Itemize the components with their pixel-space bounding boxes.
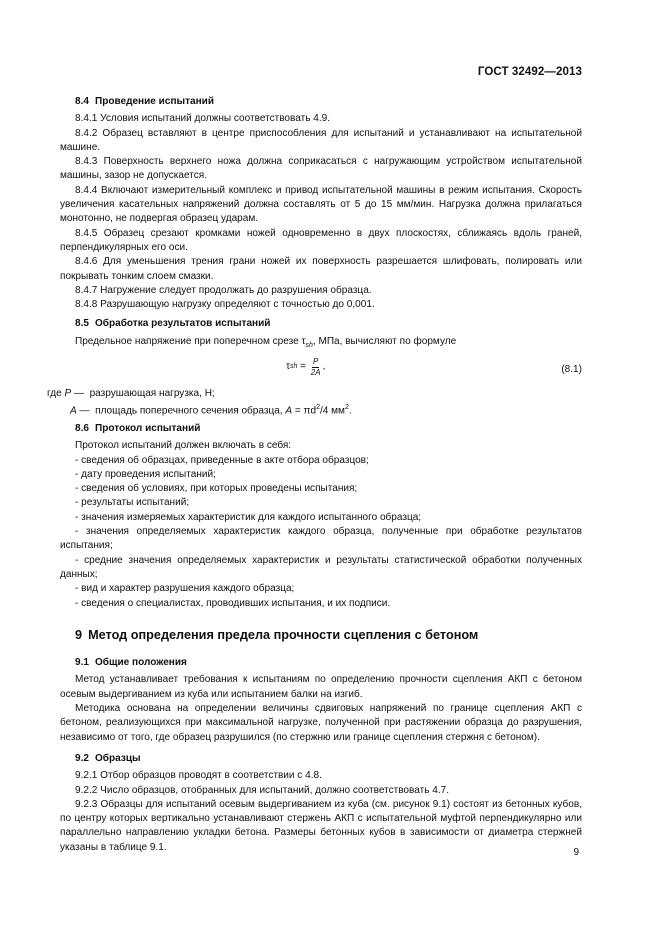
- paragraph-9-2-3: 9.2.3 Образцы для испытаний осевым выдергиванием из куба (см. рисунок 9.1) состоят из бетонных кубов, по центру которых вертикально устанавливают стержень АКП с испытательной муфтой перпендикулярно или параллельно направлению укладки бетона. Размеры бетонных кубов в зависимости от диаметра стержней указаны в таблице 9.1.: [60, 798, 582, 853]
- protocol-intro: Протокол испытаний должен включать в себя:: [75, 440, 292, 452]
- formula-8-1: [60, 355, 582, 385]
- section-heading-9-1: 9.1 Общие положения: [75, 657, 187, 669]
- list-item: - сведения о специалистах, проводивших испытания, и их подписи.: [75, 597, 391, 609]
- paragraph-9-2-1: 9.2.1 Отбор образцов проводят в соответствии с 4.8.: [75, 770, 322, 782]
- list-item: - сведения об условиях, при которых проведены испытания;: [75, 483, 358, 495]
- section-heading-9: 9 Метод определения предела прочности сцепления с бетоном: [75, 627, 479, 642]
- formula-number: (8.1): [561, 364, 582, 376]
- paragraph-8-4-6: 8.4.6 Для уменьшения трения грани ножей их поверхность разрешается шлифовать, полировать или покрывать тонким слоем смазки.: [60, 256, 582, 282]
- paragraph-8-4-8: 8.4.8 Разрушающую нагрузку определяют с точностью до 0,001.: [75, 299, 375, 311]
- list-item: - результаты испытаний;: [75, 497, 190, 509]
- paragraph-8-4-3: 8.4.3 Поверхность верхнего ножа должна соприкасаться с нагружающим устройством испытательной машины, зазор не допускается.: [60, 156, 582, 182]
- list-item: - дату проведения испытаний;: [75, 468, 216, 480]
- formula-expression: τ sh = $\frac{P}{2A}$ ,: [286, 357, 326, 378]
- section-heading-8-4: 8.4 Проведение испытаний: [75, 96, 215, 107]
- paragraph-8-4-7: 8.4.7 Нагружение следует продолжать до разрушения образца.: [75, 284, 372, 296]
- paragraph-8-4-5: 8.4.5 Образец срезают кромками ножей одновременно в двух плоскостях, сближаясь вдоль граней, перпендикулярных его оси.: [60, 227, 582, 253]
- where-a-definition: A — площадь поперечного сечения образца, $A = \pi d^2/4$ $мм^2$.: [70, 404, 352, 417]
- paragraph-8-4-1: 8.4.1 Условия испытаний должны соответствовать 4.9.: [75, 113, 330, 125]
- paragraph-9-1-a: Метод устанавливает требования к испытаниям по определению прочности сцепления АКП с бетоном осевым выдергиванием из куба или испытанием балки на изгиб.: [60, 674, 582, 700]
- protocol-list: [60, 439, 582, 611]
- page-body: [47, 95, 582, 855]
- list-item: - средние значения определяемых характеристик и результаты статистической обработки полученных данных;: [60, 554, 582, 580]
- where-p-definition: где P — разрушающая нагрузка, Н;: [47, 388, 215, 400]
- list-item: - сведения об образцах, приведенные в акте отбора образцов;: [75, 454, 369, 466]
- section-heading-8-5: 8.5 Обработка результатов испытаний: [75, 318, 271, 330]
- list-item: - вид и характер разрушения каждого образца;: [75, 583, 295, 595]
- paragraph-9-1-b: Методика основана на определении величины сдвиговых напряжений по границе сцепления АКП с бетоном, реализующихся при максимальной нагрузке, полученной при растяжении образца до разрушения, независимо от того, где образец разрушился (по стержню или границе сцепления стержня с бетоном).: [60, 703, 582, 743]
- list-item: - значения определяемых характеристик каждого образца, полученные при обработке результатов испытания;: [60, 526, 582, 552]
- formula-intro: Предельное напряжение при поперечном срезе $\tau_{sh}$, МПа, вычисляют по формуле: [75, 335, 457, 349]
- paragraph-8-4-4: 8.4.4 Включают измерительный комплекс и привод испытательной машины в режим испытания. Скорость увеличения касательных напряжений должна составлять от 5 до 15 мм/мин. Нагрузка должна прилагаться монотонно, не подвергая образец ударам.: [60, 184, 582, 225]
- paragraph-9-2-2: 9.2.2 Число образцов, отобранных для испытаний, должно соответствовать 4.7.: [75, 784, 449, 796]
- document-standard-number: ГОСТ 32492—2013: [477, 66, 582, 78]
- paragraph-8-4-2: 8.4.2 Образец вставляют в центре приспособления для испытаний и устанавливают на испытательной машине.: [60, 127, 582, 153]
- list-item: - значения измеряемых характеристик для каждого испытанного образца;: [75, 511, 422, 523]
- formula-fraction: $\frac{P}{2A}$: [310, 357, 321, 378]
- section-heading-8-6: 8.6 Протокол испытаний: [75, 422, 201, 434]
- page-number: 9: [573, 847, 579, 858]
- section-heading-9-2: 9.2 Образцы: [75, 752, 141, 764]
